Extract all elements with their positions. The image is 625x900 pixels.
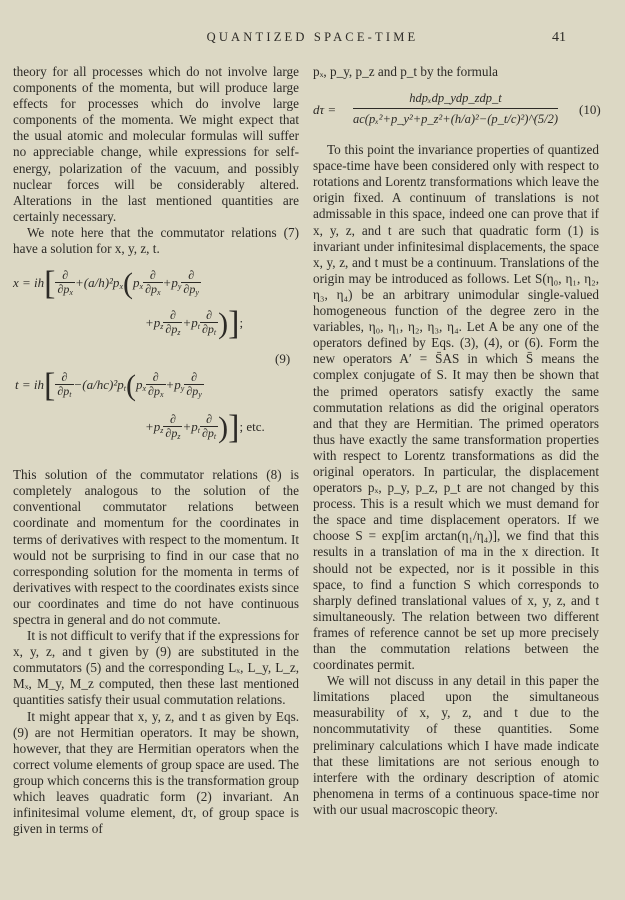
eq10-lhs: dτ = bbox=[313, 102, 337, 118]
left-column bbox=[13, 64, 299, 837]
page-number: 41 bbox=[552, 30, 566, 45]
right-column bbox=[313, 64, 599, 818]
left-paragraph-1: theory for all processes which do not involve large components of the momenta, but will produce large effects for processes which do involve large components of the momenta. We might expect that the usual atomic and molecular formulas will suffer no appreciable change, while expressions for self-energy, polarization of the vacuum, and possibly nuclear forces will be considerably altered. Alterations in the last mentioned quantities are certainly necessary. bbox=[13, 64, 299, 224]
right-paragraph-3: We will not discuss in any detail in this paper the limitations placed upon the simultaneous measurability of x, y, z, and t due to the noncommutativity of these quantities. Some preliminary calculations which I have made indicate that these limitations are not serious enough to interfere with the ordinary description of atomic phenomena in terms of a continuous space-time nor with our usual macroscopic theory. bbox=[313, 673, 599, 817]
eq9-t-coefficient: −(a/hc)²p bbox=[73, 377, 124, 393]
equation-9-number: (9) bbox=[275, 351, 291, 367]
equation-9-x-line2: $+p_z$ $\frac{\partial}{\partial p_z}$ $+p_t$ $\frac{\partial}{\partial p_t}$ )]; bbox=[145, 305, 244, 343]
equation-9-t-line2: $+p_z$ $\frac{\partial}{\partial p_z}$ $+p_t$ $\frac{\partial}{\partial p_t}$ )]; etc. bbox=[145, 409, 265, 447]
equation-9 bbox=[13, 265, 299, 461]
equation-10-number: (10) bbox=[579, 102, 601, 118]
right-paragraph-2: To this point the invariance properties of quantized space-time have been considered only with respect to rotations and Lorentz transformations which leave the origin fixed. A continuum of translations is not admissable in this space, indeed one can prove that if x, y, z, and t are such that quadratic form (1) is invariant under infinitesimal displacements, the space x, y, z, and t must be a continuum. Translations of the origin may be introduced as follows. Let S(η₀, η₁, η₂, η₃, η₄) be an arbitrary unimodular single-valued homogeneous function of the degree zero in the variables, η₀, η₁, η₂, η₃, η₄. Let A be any one of the operators defined by Eqs. (3), (4), or (6). Form the new operators A′ = S̄AS in which S̄ means the complex conjugate of S. It may then be shown that the primed operators satisfy exactly the same commutation relations as did the original operators and that they are Hermitian. The primed operators thus have exactly the same transformation properties with respect to Lorentz transformations as did the original operators. In particular, the displacement operators pₓ, p_y, p_z, p_t are not changed by this process. This is a result which we must demand for the space and time displacement operators. If we choose S = exp[im arctan(η₁/η₄)], we find that this results in a translation of ma in the x direction. It should not be expected, nor is it possible in this space, to find a function S which corresponds to sharply defined translational values of x, y, z, and t simultaneously. The relation between two different frames of reference cannot be set up more precisely than the commutation relations between the coordinates permit. bbox=[313, 142, 599, 673]
eq9-t-lhs: t = ih bbox=[15, 377, 44, 393]
left-paragraph-3: This solution of the commutator relations (8) is completely analogous to the solution of the conventional commutator relations between coordinate and momentum for the coordinates in terms of derivatives with respect to the momentum. It would not be surprising to find in our case that no corresponding solution for the momenta in terms of derivatives with respect to the coordinates exists since our coordinates and time do not have continuous spectra in general and do not commute. bbox=[13, 467, 300, 627]
left-paragraph-5: It might appear that x, y, z, and t as given by Eqs. (9) are not Hermitian operators. It may be shown, however, that they are Hermitian operators when the correct volume elements of group space are used. The group which concerns this is the transformation group which leaves quadratic form (2) invariant. An infinitesimal volume element, dτ, of group space is given in terms of bbox=[13, 708, 299, 837]
equation-9-t-line1: t = ih[ $\frac{\partial}{\partial p_t}$ $-(a/hc)^2p_t(p_x$ $\frac{\partial}{\partial p_x}$ $+p_y$ $\frac{\partial}{\partial p_y}$ bbox=[15, 367, 202, 405]
right-paragraph-1: pₓ, p_y, p_z and p_t by the formula bbox=[313, 64, 498, 79]
eq9-x-coefficient: +(a/h)²p bbox=[74, 275, 120, 291]
running-head: QUANTIZED SPACE-TIME bbox=[206, 30, 419, 44]
left-paragraph-2: We note here that the commutator relations (7) have a solution for x, y, z, t. bbox=[13, 224, 299, 257]
eq9-x-lhs: x = ih bbox=[13, 275, 45, 291]
equation-9-x-line1: x = ih[ $\frac{\partial}{\partial p_x}$ $+(a/h)^2p_x(p_x$ $\frac{\partial}{\partial p_x}$ $+p_y$ $\frac{\partial}{\partial p_y}$ bbox=[13, 265, 199, 303]
equation-10 bbox=[313, 84, 599, 138]
eq9-bracket-open: [ bbox=[44, 265, 56, 303]
eq10-fraction bbox=[353, 90, 558, 127]
left-paragraph-4: It is not difficult to verify that if the expressions for x, y, z, and t given by (9) are substituted in the commutators (5) and the corresponding Lₓ, L_y, L_z, Mₓ, M_y, M_z computed, then these last mentioned quantities satisfy their usual commutation relations. bbox=[13, 628, 299, 708]
eq10-numerator: hdpₓdp_ydp_zdp_t bbox=[409, 91, 502, 106]
eq9-x-partial-term: $\frac{\partial}{\partial p_x}$ bbox=[57, 268, 73, 298]
eq10-denominator: ac(pₓ²+p_y²+p_z²+(h/a)²−(p_t/c)²)^(5/2) bbox=[353, 108, 558, 127]
